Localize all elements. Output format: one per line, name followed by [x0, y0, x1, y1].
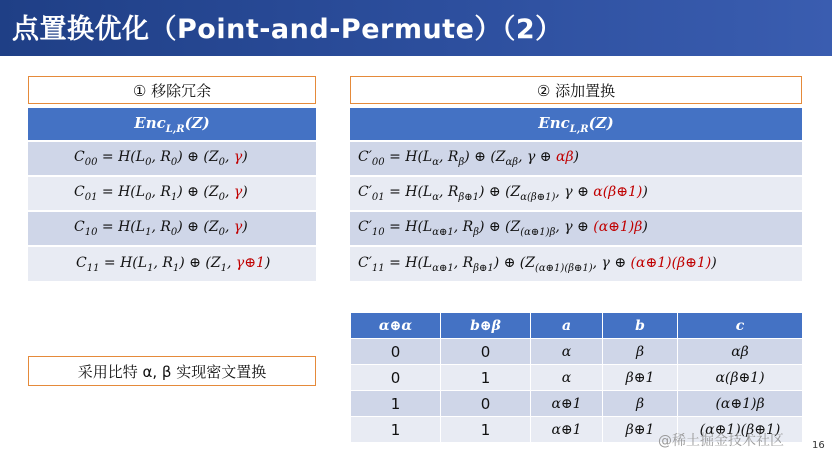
- cell: 1: [441, 417, 531, 443]
- cell: 0: [441, 391, 531, 417]
- formula-c00-prime: $C'_{00} = H(L_\alpha$, $R_\beta$) ⊕ ($Z_{\alpha\beta}$, γ ⊕ αβ): [350, 141, 802, 176]
- cell: α: [531, 339, 603, 365]
- col-header-b: b: [603, 313, 678, 339]
- formula-c10: $C_{10} = H(L_1$, $R_0$) ⊕ ($Z_0$, γ): [28, 211, 316, 246]
- cell: 1: [351, 391, 441, 417]
- cell: 1: [351, 417, 441, 443]
- cell: β: [603, 391, 678, 417]
- col-header-c: c: [678, 313, 803, 339]
- note-box: 采用比特 α, β 实现密文置换: [28, 356, 316, 386]
- title-bar: [0, 0, 832, 56]
- table-row: [351, 339, 803, 365]
- cell: α: [531, 365, 603, 391]
- section-label-add-permutation: ② 添加置换: [350, 76, 802, 104]
- permutation-truth-table: [350, 312, 803, 443]
- formula-c10-prime: $C'_{10} = H(L_{\alpha\oplus 1}$, $R_\beta$) ⊕ ($Z_{(\alpha\oplus 1)\beta}$, γ ⊕ (α⊕1)β): [350, 211, 802, 246]
- cell: 0: [441, 339, 531, 365]
- formula-c01-prime: $C'_{01} = H(L_\alpha$, $R_{\beta\oplus 1}$) ⊕ ($Z_{\alpha(\beta\oplus 1)}$, γ ⊕ α(β⊕1)): [350, 176, 802, 211]
- cell: β: [603, 339, 678, 365]
- cell: α(β⊕1): [678, 365, 803, 391]
- cell: β⊕1: [603, 417, 678, 443]
- table-row: [351, 365, 803, 391]
- col-header-a-xor: α⊕α: [351, 313, 441, 339]
- cell: (α⊕1)β: [678, 391, 803, 417]
- left-header-enc: Enc$_{L,R}$(Z): [28, 107, 316, 141]
- cell: β⊕1: [603, 365, 678, 391]
- page-number: 16: [812, 440, 825, 451]
- formula-c11-prime: $C'_{11} = H(L_{\alpha\oplus 1}$, $R_{\beta\oplus 1}$) ⊕ ($Z_{(\alpha\oplus 1)(\beta\oplus 1)}$, γ ⊕ (α⊕1)(β⊕1)): [350, 246, 802, 281]
- section-label-remove-redundancy: ① 移除冗余: [28, 76, 316, 104]
- cell: α⊕1: [531, 391, 603, 417]
- watermark: @稀土掘金技术社区: [658, 433, 784, 449]
- cell: α⊕1: [531, 417, 603, 443]
- col-header-a: a: [531, 313, 603, 339]
- cell: αβ: [678, 339, 803, 365]
- right-formula-table: [350, 106, 802, 281]
- col-header-b-xor: b⊕β: [441, 313, 531, 339]
- right-header-enc: Enc$_{L,R}$(Z): [350, 107, 802, 141]
- formula-c01: $C_{01} = H(L_0$, $R_1$) ⊕ ($Z_0$, γ): [28, 176, 316, 211]
- cell: (α⊕1)(β⊕1): [678, 417, 803, 443]
- cell: 0: [351, 339, 441, 365]
- formula-c11: $C_{11} = H(L_1$, $R_1$) ⊕ ($Z_1$, γ⊕1): [28, 246, 316, 281]
- formula-c00: $C_{00} = H(L_0$, $R_0$) ⊕ ($Z_0$, γ): [28, 141, 316, 176]
- page-title: 点置换优化（Point-and-Permute）（2）: [12, 14, 563, 45]
- cell: 0: [351, 365, 441, 391]
- left-formula-table: [28, 106, 316, 281]
- cell: 1: [441, 365, 531, 391]
- table-row: [351, 391, 803, 417]
